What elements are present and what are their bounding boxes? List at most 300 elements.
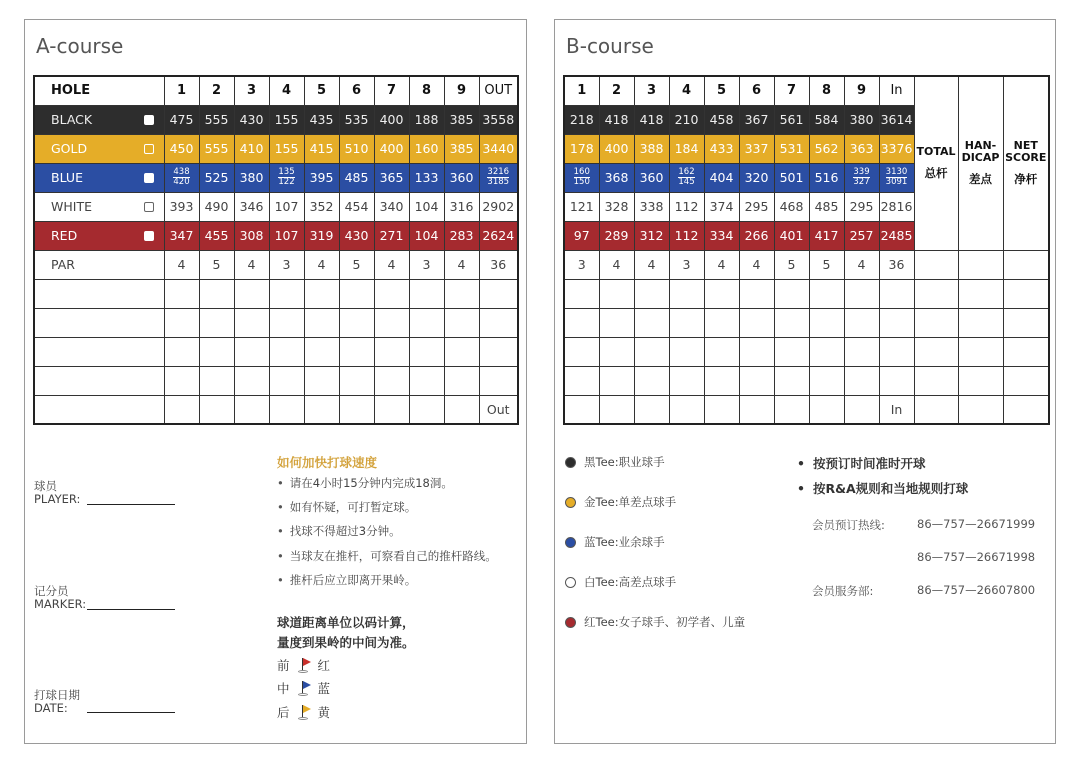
score-cell: 555: [199, 134, 234, 163]
score-entry-cell[interactable]: [564, 366, 599, 395]
score-entry-cell[interactable]: [774, 308, 809, 337]
score-entry-cell[interactable]: [844, 337, 879, 366]
scorecard-table-a: [33, 75, 519, 425]
score-entry-cell[interactable]: [914, 308, 958, 337]
score-entry-cell[interactable]: [958, 308, 1003, 337]
score-entry-cell[interactable]: [704, 366, 739, 395]
summary-header-cn: 差点: [969, 172, 992, 187]
score-entry-cell[interactable]: [374, 366, 409, 395]
score-cell: 363: [844, 134, 879, 163]
hole-number: 3: [634, 76, 669, 105]
fraction-value: $\frac{135}{122}$: [278, 167, 295, 187]
score-cell: 400: [374, 134, 409, 163]
score-entry-cell[interactable]: [304, 395, 339, 424]
score-entry-cell[interactable]: [774, 337, 809, 366]
score-entry-cell[interactable]: [269, 279, 304, 308]
score-cell: 360: [444, 163, 479, 192]
tee-name: BLACK: [51, 112, 93, 127]
scorecard-a: [24, 19, 527, 744]
score-cell: 104: [409, 221, 444, 250]
score-entry-cell[interactable]: [914, 366, 958, 395]
score-entry-cell[interactable]: [844, 308, 879, 337]
score-cell: 584: [809, 105, 844, 134]
score-entry-cell[interactable]: [34, 308, 164, 337]
score-cell: [269, 163, 304, 192]
score-entry-cell[interactable]: [479, 279, 518, 308]
checkbox[interactable]: [144, 115, 154, 125]
legend-gold: [565, 494, 676, 510]
score-entry-cell[interactable]: [304, 308, 339, 337]
score-cell: [844, 163, 879, 192]
score-cell: 430: [339, 221, 374, 250]
score-entry-cell[interactable]: [339, 308, 374, 337]
score-cell: 352: [304, 192, 339, 221]
score-cell: 289: [599, 221, 634, 250]
score-cell: 516: [809, 163, 844, 192]
blank-score-row: [564, 279, 1049, 308]
score-entry-cell[interactable]: [234, 308, 269, 337]
score-cell: 400: [374, 105, 409, 134]
score-cell: 4: [599, 250, 634, 279]
score-entry-cell[interactable]: [704, 279, 739, 308]
hole-number: 5: [704, 76, 739, 105]
summary-header: [914, 76, 958, 250]
tee-row-black: [34, 105, 518, 134]
score-entry-cell[interactable]: [914, 279, 958, 308]
score-entry-cell[interactable]: [564, 308, 599, 337]
rule-item: • 按R&A规则和当地规则打球: [797, 479, 968, 497]
score-cell: 393: [164, 192, 199, 221]
blue-flag-icon: [296, 680, 312, 697]
score-entry-cell[interactable]: [879, 366, 914, 395]
score-entry-cell[interactable]: [914, 250, 958, 279]
summary-header-cn: 净杆: [1014, 172, 1038, 187]
score-entry-cell[interactable]: [669, 337, 704, 366]
score-entry-cell[interactable]: [234, 279, 269, 308]
blank-score-row: [564, 366, 1049, 395]
score-cell: 388: [634, 134, 669, 163]
score-cell: 2816: [879, 192, 914, 221]
score-entry-cell[interactable]: [339, 366, 374, 395]
score-cell: 257: [844, 221, 879, 250]
blank-score-row: [564, 308, 1049, 337]
tee-name: GOLD: [51, 141, 88, 156]
score-entry-cell[interactable]: [739, 337, 774, 366]
score-cell: 337: [739, 134, 774, 163]
player-label-cn: 球员: [34, 479, 57, 493]
score-cell: 450: [164, 134, 199, 163]
score-entry-cell[interactable]: [844, 395, 879, 424]
score-cell: 385: [444, 134, 479, 163]
score-cell: 178: [564, 134, 599, 163]
hole-number: 1: [564, 76, 599, 105]
score-cell: 346: [234, 192, 269, 221]
legend-white: [565, 574, 676, 590]
score-cell: 510: [339, 134, 374, 163]
score-entry-cell[interactable]: [879, 337, 914, 366]
score-cell: 4: [444, 250, 479, 279]
score-entry-cell[interactable]: [809, 308, 844, 337]
tee-label: [34, 250, 164, 279]
scorecard-b: [554, 19, 1056, 744]
flag-position: 前: [277, 658, 290, 673]
score-cell: 418: [634, 105, 669, 134]
score-cell: 338: [634, 192, 669, 221]
score-entry-cell[interactable]: [599, 395, 634, 424]
score-entry-cell[interactable]: [409, 395, 444, 424]
score-cell: 271: [374, 221, 409, 250]
score-entry-cell[interactable]: [479, 366, 518, 395]
score-entry-cell[interactable]: [774, 366, 809, 395]
hole-number: 3: [234, 76, 269, 105]
hotline-number: 86—757—26671998: [917, 550, 1036, 564]
hole-number: 7: [374, 76, 409, 105]
score-cell: 4: [234, 250, 269, 279]
score-cell: 36: [479, 250, 518, 279]
score-entry-cell[interactable]: [739, 366, 774, 395]
score-cell: 3: [564, 250, 599, 279]
tee-row-red: [34, 221, 518, 250]
score-entry-cell[interactable]: [164, 279, 199, 308]
score-entry-cell[interactable]: [1003, 337, 1049, 366]
tee-name: RED: [51, 228, 78, 243]
score-cell: 360: [634, 163, 669, 192]
score-entry-cell[interactable]: [34, 395, 164, 424]
course-title: A-course: [36, 34, 124, 58]
score-entry-cell[interactable]: [634, 395, 669, 424]
score-cell: 535: [339, 105, 374, 134]
score-cell: 160: [409, 134, 444, 163]
score-cell: [479, 163, 518, 192]
gold-dot-icon: [565, 497, 576, 508]
tee-row-par: [34, 250, 518, 279]
blank-score-row: [34, 366, 518, 395]
date-label-en: DATE:: [34, 701, 68, 715]
score-entry-cell[interactable]: [199, 337, 234, 366]
score-cell: 184: [669, 134, 704, 163]
score-cell: 430: [234, 105, 269, 134]
score-entry-cell[interactable]: [199, 366, 234, 395]
score-entry-cell[interactable]: [564, 395, 599, 424]
score-cell: 210: [669, 105, 704, 134]
summary-header-cn: 总杆: [924, 166, 948, 181]
score-entry-cell[interactable]: [199, 308, 234, 337]
score-cell: 3: [669, 250, 704, 279]
score-entry-cell[interactable]: [269, 366, 304, 395]
score-entry-cell[interactable]: [958, 337, 1003, 366]
black-dot-icon: [565, 457, 576, 468]
service-label: 会员服务部:: [812, 584, 874, 598]
score-entry-cell[interactable]: [339, 395, 374, 424]
score-cell: 374: [704, 192, 739, 221]
score-entry-cell[interactable]: [304, 366, 339, 395]
score-entry-cell[interactable]: [844, 279, 879, 308]
tip-item: • 当球友在推杆，可察看自己的推杆路线。: [277, 549, 497, 573]
legend-text: 黑Tee:职业球手: [584, 455, 665, 469]
score-cell: 415: [304, 134, 339, 163]
score-entry-cell[interactable]: [669, 366, 704, 395]
score-entry-cell[interactable]: [879, 279, 914, 308]
score-entry-cell[interactable]: [958, 395, 1003, 424]
flag-color: 红: [317, 658, 331, 673]
score-entry-cell[interactable]: [444, 366, 479, 395]
header-row: [34, 76, 518, 105]
score-entry-cell[interactable]: [34, 337, 164, 366]
score-entry-cell[interactable]: [958, 250, 1003, 279]
tip-item: • 推杆后应立即离开果岭。: [277, 573, 497, 597]
score-entry-cell[interactable]: [269, 308, 304, 337]
score-entry-cell[interactable]: [304, 279, 339, 308]
score-entry-cell[interactable]: [599, 279, 634, 308]
score-cell: 555: [199, 105, 234, 134]
fraction-value: $\frac{160}{150}$: [573, 167, 590, 187]
out-header: OUT: [479, 76, 518, 105]
score-entry-cell[interactable]: [34, 279, 164, 308]
score-entry-cell[interactable]: [374, 279, 409, 308]
score-entry-cell[interactable]: [1003, 395, 1049, 424]
score-entry-cell[interactable]: [374, 337, 409, 366]
checkbox[interactable]: [144, 144, 154, 154]
score-entry-cell[interactable]: [164, 308, 199, 337]
score-entry-cell[interactable]: [339, 279, 374, 308]
score-entry-cell[interactable]: [669, 308, 704, 337]
hole-number: 4: [269, 76, 304, 105]
score-entry-cell[interactable]: [704, 308, 739, 337]
score-cell: 312: [634, 221, 669, 250]
yellow-flag-icon: [296, 704, 312, 721]
score-cell: 107: [269, 221, 304, 250]
score-cell: 485: [339, 163, 374, 192]
score-entry-cell[interactable]: [809, 337, 844, 366]
tip-item: • 如有怀疑，可打暂定球。: [277, 500, 497, 524]
score-cell: [879, 163, 914, 192]
score-entry-cell[interactable]: [739, 279, 774, 308]
hole-number: 7: [774, 76, 809, 105]
tee-row-blue: [34, 163, 518, 192]
checkbox[interactable]: [144, 173, 154, 183]
score-cell: 468: [774, 192, 809, 221]
score-cell: 400: [599, 134, 634, 163]
score-cell: 435: [304, 105, 339, 134]
score-entry-cell[interactable]: [164, 366, 199, 395]
score-entry-cell[interactable]: [34, 366, 164, 395]
score-entry-cell[interactable]: [409, 337, 444, 366]
score-cell: 525: [199, 163, 234, 192]
red-dot-icon: [565, 617, 576, 628]
hole-number: 1: [164, 76, 199, 105]
score-cell: 562: [809, 134, 844, 163]
score-entry-cell[interactable]: [479, 337, 518, 366]
score-cell: 561: [774, 105, 809, 134]
score-entry-cell[interactable]: [634, 366, 669, 395]
legend-text: 金Tee:单差点球手: [584, 495, 677, 509]
score-entry-cell[interactable]: [774, 279, 809, 308]
hole-number: 9: [444, 76, 479, 105]
score-entry-cell[interactable]: [409, 308, 444, 337]
score-entry-cell[interactable]: [739, 308, 774, 337]
score-cell: 319: [304, 221, 339, 250]
score-cell: 107: [269, 192, 304, 221]
score-cell: 218: [564, 105, 599, 134]
score-cell: 380: [844, 105, 879, 134]
tips-list: [277, 476, 497, 597]
score-entry-cell[interactable]: [1003, 366, 1049, 395]
score-cell: 4: [844, 250, 879, 279]
score-entry-cell[interactable]: [879, 308, 914, 337]
score-entry-cell[interactable]: [444, 395, 479, 424]
score-entry-cell[interactable]: [599, 308, 634, 337]
score-entry-cell[interactable]: [409, 366, 444, 395]
flag-color: 黄: [317, 705, 331, 720]
score-entry-cell[interactable]: [739, 395, 774, 424]
score-entry-cell[interactable]: Out: [479, 395, 518, 424]
score-entry-cell[interactable]: [444, 279, 479, 308]
score-entry-cell[interactable]: [374, 395, 409, 424]
hole-number: 6: [339, 76, 374, 105]
score-cell: [564, 163, 599, 192]
legend-red: [565, 614, 745, 630]
summary-header-en: NET SCORE: [1005, 139, 1047, 165]
summary-header-en: TOTAL: [916, 145, 956, 159]
score-entry-cell[interactable]: [809, 395, 844, 424]
score-cell: 410: [234, 134, 269, 163]
legend-text: 红Tee:女子球手、初学者、儿童: [584, 615, 746, 629]
summary-header-en: HAN- DICAP: [961, 139, 1000, 165]
score-entry-cell[interactable]: In: [879, 395, 914, 424]
score-entry-cell[interactable]: [304, 337, 339, 366]
score-cell: 395: [304, 163, 339, 192]
score-cell: 490: [199, 192, 234, 221]
score-cell: 295: [739, 192, 774, 221]
score-entry-cell[interactable]: [809, 279, 844, 308]
score-cell: 266: [739, 221, 774, 250]
blank-score-row: [34, 395, 518, 424]
flag-row-middle: [277, 679, 330, 697]
tip-item: • 找球不得超过3分钟。: [277, 524, 497, 548]
tee-row-par: [564, 250, 1049, 279]
score-entry-cell[interactable]: [444, 308, 479, 337]
score-entry-cell[interactable]: [634, 279, 669, 308]
fraction-value: $\frac{3216}{3185}$: [487, 167, 510, 187]
marker-field[interactable]: [87, 609, 175, 610]
blank-score-row: [564, 337, 1049, 366]
marker-label-cn: 记分员: [34, 584, 69, 598]
score-cell: 133: [409, 163, 444, 192]
score-entry-cell[interactable]: [844, 366, 879, 395]
score-entry-cell[interactable]: [269, 337, 304, 366]
score-entry-cell[interactable]: [479, 308, 518, 337]
score-cell: 3440: [479, 134, 518, 163]
score-entry-cell[interactable]: [269, 395, 304, 424]
checkbox[interactable]: [144, 202, 154, 212]
marker-label-en: MARKER:: [34, 597, 87, 611]
hole-number: 4: [669, 76, 704, 105]
score-entry-cell[interactable]: [374, 308, 409, 337]
score-cell: 104: [409, 192, 444, 221]
score-entry-cell[interactable]: [914, 337, 958, 366]
score-entry-cell[interactable]: [599, 366, 634, 395]
tee-label: [34, 105, 164, 134]
score-entry-cell[interactable]: [704, 337, 739, 366]
score-cell: 340: [374, 192, 409, 221]
score-cell: 5: [339, 250, 374, 279]
score-entry-cell[interactable]: [564, 279, 599, 308]
flag-color: 蓝: [317, 681, 331, 696]
score-cell: 4: [304, 250, 339, 279]
score-cell: 385: [444, 105, 479, 134]
score-cell: 501: [774, 163, 809, 192]
fraction-value: $\frac{162}{145}$: [678, 167, 695, 187]
score-entry-cell[interactable]: [199, 395, 234, 424]
score-entry-cell[interactable]: [164, 395, 199, 424]
score-entry-cell[interactable]: [1003, 250, 1049, 279]
score-entry-cell[interactable]: [634, 337, 669, 366]
tee-name: BLUE: [51, 170, 83, 185]
score-cell: 455: [199, 221, 234, 250]
score-entry-cell[interactable]: [339, 337, 374, 366]
score-cell: 347: [164, 221, 199, 250]
score-cell: 4: [739, 250, 774, 279]
checkbox[interactable]: [144, 231, 154, 241]
player-field[interactable]: [87, 504, 175, 505]
score-entry-cell[interactable]: [599, 337, 634, 366]
score-cell: 328: [599, 192, 634, 221]
score-cell: 320: [739, 163, 774, 192]
score-entry-cell[interactable]: [809, 366, 844, 395]
score-cell: [669, 163, 704, 192]
score-cell: 5: [199, 250, 234, 279]
score-cell: 121: [564, 192, 599, 221]
score-entry-cell[interactable]: [1003, 308, 1049, 337]
score-entry-cell[interactable]: [669, 395, 704, 424]
score-cell: 3: [269, 250, 304, 279]
score-cell: 2485: [879, 221, 914, 250]
score-entry-cell[interactable]: [634, 308, 669, 337]
score-entry-cell[interactable]: [1003, 279, 1049, 308]
date-field[interactable]: [87, 712, 175, 713]
flag-row-back: [277, 703, 330, 721]
blue-dot-icon: [565, 537, 576, 548]
score-entry-cell[interactable]: [234, 337, 269, 366]
score-entry-cell[interactable]: [564, 337, 599, 366]
score-cell: 3: [409, 250, 444, 279]
white-dot-icon: [565, 577, 576, 588]
tee-name: WHITE: [51, 199, 92, 214]
score-entry-cell[interactable]: [669, 279, 704, 308]
score-entry-cell[interactable]: [234, 395, 269, 424]
tee-label: [34, 163, 164, 192]
score-cell: 188: [409, 105, 444, 134]
score-entry-cell[interactable]: [704, 395, 739, 424]
score-entry-cell[interactable]: [199, 279, 234, 308]
score-entry-cell[interactable]: [958, 366, 1003, 395]
score-cell: 458: [704, 105, 739, 134]
score-entry-cell[interactable]: [409, 279, 444, 308]
score-cell: 155: [269, 105, 304, 134]
score-entry-cell[interactable]: [958, 279, 1003, 308]
score-entry-cell[interactable]: [914, 395, 958, 424]
player-label-en: PLAYER:: [34, 492, 81, 506]
score-cell: 418: [599, 105, 634, 134]
score-entry-cell[interactable]: [164, 337, 199, 366]
tee-row-white: [34, 192, 518, 221]
hole-number: 2: [599, 76, 634, 105]
score-entry-cell[interactable]: [234, 366, 269, 395]
score-cell: 4: [634, 250, 669, 279]
rule-item: • 按预订时间准时开球: [797, 454, 926, 472]
score-entry-cell[interactable]: [444, 337, 479, 366]
score-entry-cell[interactable]: [774, 395, 809, 424]
